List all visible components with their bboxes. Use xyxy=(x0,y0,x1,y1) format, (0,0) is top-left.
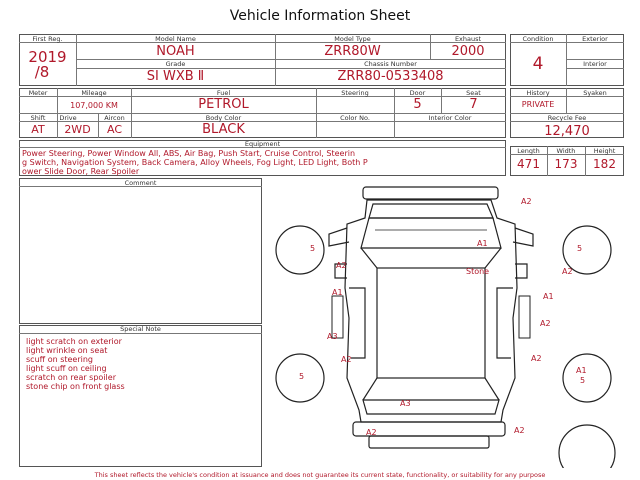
length-value: 471 xyxy=(517,157,540,171)
exhaust-label: Exhaust xyxy=(454,35,482,43)
chassis-label: Chassis Number xyxy=(364,60,417,68)
damage-left-slide-door: A3 xyxy=(327,332,338,341)
equipment-line: Power Steering, Power Window All, ABS, Air Bag, Push Start, Cruise Control, Steerin xyxy=(22,149,356,158)
meter-label: Meter xyxy=(28,89,48,97)
damage-left-rear-wheel: 5 xyxy=(299,372,305,381)
aircon-label: Aircon xyxy=(104,114,125,122)
history-value: PRIVATE xyxy=(521,100,555,109)
special-note-item: light scratch on exterior xyxy=(26,337,122,346)
special-note-list xyxy=(26,337,256,391)
special-note-item: light wrinkle on seat xyxy=(26,346,108,355)
fuel-label: Fuel xyxy=(216,89,231,97)
history-label: History xyxy=(526,89,550,97)
rear-window xyxy=(363,400,499,414)
shift-value: AT xyxy=(31,123,45,136)
damage-right-front-fender: A2 xyxy=(562,267,573,276)
chassis-value: ZRR80-0533408 xyxy=(337,69,444,84)
damage-right-rear-wheel-a1: A1 xyxy=(576,366,587,375)
special-note-item: light scuff on ceiling xyxy=(26,364,107,373)
damage-right-rear-wheel-5: 5 xyxy=(580,376,586,385)
damage-rear-left: A2 xyxy=(366,428,377,437)
door-value: 5 xyxy=(413,97,422,112)
mileage-value: 107,000 KM xyxy=(70,101,118,110)
damage-right-rear-fender: A2 xyxy=(531,354,542,363)
first-reg-month: /8 xyxy=(34,63,50,81)
page-title: Vehicle Information Sheet xyxy=(229,8,411,24)
exhaust-value: 2000 xyxy=(451,44,485,59)
door-label: Door xyxy=(409,89,426,97)
equipment-text xyxy=(22,149,504,176)
roof xyxy=(377,268,485,378)
fuel-value: PETROL xyxy=(198,97,249,112)
equipment-line: ower Slide Door, Rear Spoiler xyxy=(22,167,140,176)
recycle-fee-label: Recycle Fee xyxy=(547,114,587,122)
special-note-item: scuff on steering xyxy=(26,355,94,364)
condition-label: Condition xyxy=(522,35,554,43)
damage-right-front-wheel: 5 xyxy=(577,244,583,253)
damage-right-front-door: A1 xyxy=(543,292,554,301)
damage-rear-roof: A3 xyxy=(400,399,411,408)
length-label: Length xyxy=(517,147,540,155)
right-rear-wheel-circle xyxy=(563,354,611,402)
damage-left-front-door: A1 xyxy=(332,288,343,297)
footer-disclaimer: This sheet reflects the vehicle's condition at issuance and does not guarantee its current state, functionality, or suitability for any purpose xyxy=(94,471,546,479)
comment-label: Comment xyxy=(124,179,157,187)
mileage-label: Mileage xyxy=(81,89,107,97)
front-bumper xyxy=(363,187,498,199)
damage-left-front-wheel: 5 xyxy=(310,244,316,253)
equipment-label: Equipment xyxy=(244,140,281,148)
first-reg-label: First Reg. xyxy=(32,35,63,43)
car-damage-diagram xyxy=(265,178,635,468)
equipment-line: g Switch, Navigation System, Back Camera, Alloy Wheels, Fog Light, LED Light, Both P xyxy=(22,158,368,167)
special-note-item: scratch on rear spoiler xyxy=(26,373,116,382)
syaken-label: Syaken xyxy=(583,89,607,97)
grade-value: SI WXB Ⅱ xyxy=(146,69,205,84)
special-note-item: stone chip on front glass xyxy=(26,382,125,391)
damage-right-slide-door: A2 xyxy=(540,319,551,328)
spare-tire-circle xyxy=(559,425,615,468)
condition-score: 4 xyxy=(532,54,544,74)
special-note-label: Special Note xyxy=(120,325,161,333)
exterior-label: Exterior xyxy=(582,35,608,43)
seat-value: 7 xyxy=(469,97,478,112)
damage-left-front-fender: A2 xyxy=(336,261,347,270)
width-value: 173 xyxy=(554,157,578,171)
body-color-value: BLACK xyxy=(202,122,245,137)
model-name-label: Model Name xyxy=(155,35,196,43)
model-type: ZRR80W xyxy=(324,44,381,59)
aircon-value: AC xyxy=(106,123,122,136)
interior-label: Interior xyxy=(583,60,607,68)
seat-label: Seat xyxy=(466,89,481,97)
steering-label: Steering xyxy=(341,89,369,97)
drive-value: 2WD xyxy=(64,123,91,136)
model-type-label: Model Type xyxy=(334,35,371,43)
shift-label: Shift xyxy=(30,114,46,122)
stripe-right xyxy=(519,296,530,338)
body-color-label: Body Color xyxy=(205,114,242,122)
grade-label: Grade xyxy=(165,60,186,68)
width-label: Width xyxy=(556,147,576,155)
recycle-fee-value: 12,470 xyxy=(544,124,590,139)
left-front-wheel-circle xyxy=(276,226,324,274)
height-label: Height xyxy=(593,147,616,155)
model-name: NOAH xyxy=(156,44,195,59)
color-no-label: Color No. xyxy=(340,114,370,122)
damage-front-glass-stone: Stone xyxy=(466,267,490,276)
interior-color-label: Interior Color xyxy=(428,114,472,122)
damage-front-glass: A1 xyxy=(477,239,488,248)
drive-label: Drive xyxy=(59,114,77,122)
damage-rear-right: A2 xyxy=(514,426,525,435)
damage-top-right: A2 xyxy=(521,197,532,206)
hood xyxy=(369,204,493,218)
comment-box xyxy=(19,178,262,324)
height-value: 182 xyxy=(593,157,616,171)
damage-left-rear-fender: A2 xyxy=(341,355,352,364)
first-reg-year: 2019 xyxy=(28,48,67,66)
